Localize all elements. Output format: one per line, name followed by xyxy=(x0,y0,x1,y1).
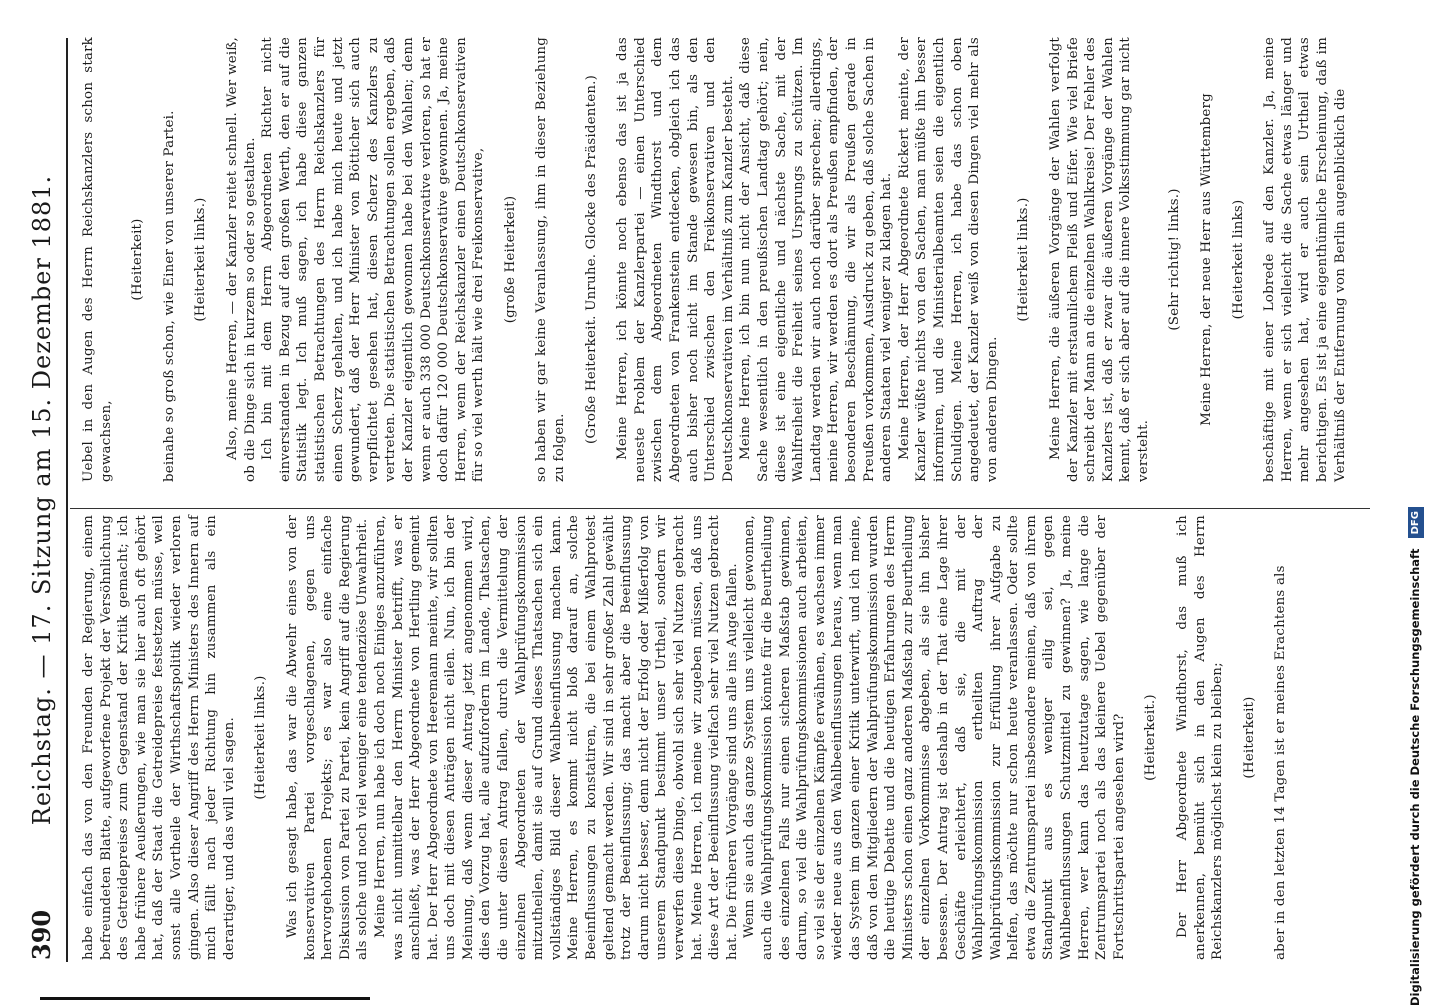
paragraph: Meine Herren, die äußeren Vorgänge der Wahlen verfolgt der Kanzler mit erstaunlichem Fleiß und Eifer. Wie viel Briefe schreibt der Mann an die einzelnen Wahlkreise! Der Fehler des Kanzlers ist, daß er zwar die äußeren Vorgänge der Wahlen kennt, daß er sich aber auf die innere Volksstimmung gar nicht versteht. xyxy=(1047,37,1151,482)
stage-direction: (Heiterkeit links.) xyxy=(193,197,209,322)
header-rule xyxy=(66,38,68,962)
paragraph: Meine Herren, ich bin nun nicht der Ansicht, daß diese Sache wesentlich in den preußischen Landtag gehört; nein, diese ist eine eigentliche und nächste Sache, mit der Wahlfreiheit die Freiheit seines Ursprungs zu schützen. Im Landtag werden wir auch noch darüber sprechen; allerdings, meine Herren, wir werden es dort als Preußen empfinden, der besonderen Beschämung, die wir als Preußen gerade in Preußen vorkommen, Ausdruck zu geben, daß solche Sachen in anderen Staaten viel weniger zu klagen hat. xyxy=(738,37,895,482)
credit-text: Digitalisierung gefördert durch die Deutsche Forschungsgemeinschaft xyxy=(1408,548,1422,1006)
dfg-logo: DFG xyxy=(1408,507,1424,538)
paragraph: Uebel in den Augen des Herrn Reichskanzlers schon stark gewachsen, xyxy=(81,37,114,482)
stage-direction: (Heiterkeit) xyxy=(130,218,146,301)
paragraph: Meine Herren, nun habe ich doch noch Einiges anzuführen, was nicht unmittelbar den Herrn Minister betrifft, was er anschließt, was der Herr Abgeordnete von Hertling gemeint hat. Der Herr Abgeordnete von Heeremann meinte, wir sollten uns doch mit diesen Anträgen nicht eilen. Nun, ich bin der Meinung, daß wenn dieser Antrag jetzt angenommen wird, dies den Vorzug hat, alle aufzufordern im Lande, Thatsachen, die unter diesen Antrag fallen, durch die Vermittelung der einzelnen Abgeordneten der Wahlprüfungskommission mitzutheilen, damit sie auf Grund dieses Thatsachen sich ein vollständiges Bild dieser Wahlbeeinflussung machen kann. Meine Herren, es kommt nicht bloß darauf an, solche Beeinflussungen zu konstatiren, die bei einem Wahlprotest geltend gemacht werden. Wir sind in sehr großer Zahl gewählt trotz der Beeinflussung; das macht aber die Beeinflussung darum nicht besser, denn nicht der Erfolg oder Mißerfolg von unserem Standpunkt bestimmt unser Urtheil, sondern wir verwerfen diese Dinge, obwohl sich sehr viel Nutzen gebracht hat. Meine Herren, ich meine wir zugeben müssen, daß uns diese Art der Beeinflussung vielfach sehr viel Nutzen gebracht hat. Die früheren Vorgänge sind uns alle ins Auge fallen. xyxy=(372,515,740,960)
paragraph: Ich bin mit dem Herrn Abgeordneten Richter nicht einverstanden in Bezug auf den großen Werth, den er auf die Statistik legt. Ich muß sagen, ich habe diese ganzen statistischen Betrachtungen des Herrn Reichskanzlers für einen Scherz gehalten, und ich habe mich heute und jetzt gewundert, daß der Herr Minister von Bötticher sich auch verpflichtet gesehen hat, diesen Scherz des Kanzlers zu vertreten. Die statistischen Betrachtungen sollen ergeben, daß der Kanzler eigentlich gewonnen habe bei den Wahlen; denn wenn er auch 338 000 Deutschkonservative verloren, so hat er doch dafür 120 000 Deutschkonservative gewonnen. Ja, meine Herren, wenn der Reichskanzler einen Deutschkonservativen für so viel werth hält wie drei Freikonservative, xyxy=(260,37,487,482)
stage-direction: (Heiterkeit links.) xyxy=(253,675,269,800)
left-column xyxy=(80,515,1290,960)
paragraph: Der Herr Abgeordnete Windthorst, das muß ich anerkennen, bemüht sich in den Augen des Herrn Reichskanzlers möglichst klein zu bleiben; xyxy=(1175,515,1226,960)
paragraph: Wenn sie auch das ganze System uns vielleicht gewonnen, auch die Wahlprüfungskommission könnte für die Beurtheilung des einzelnen Falls nur einen sicheren Maßstab gewinnen, darum, so viel die Wahlprüfungskommissionen auch arbeiten, so viel sie der einzelnen Kämpfe erwähnen, es wachsen immer wieder neue aus den Wahlbeeinflussungen heraus, wenn man das System im ganzen einer Kritik unterwirft, und ich meine, daß von den Mitgliedern der Wahlprüfungskommission wurden die heutige Debatte und die heutigen Erfahrungen des Herrn Ministers schon einen ganz anderen Maßstab zur Beurtheilung der einzelnen Vorkommnisse abgeben, als sie ihn bisher besessen. Der Antrag ist deshalb in der That eine Lage ihrer Geschäfte erleichtert, daß sie, die mit der Wahlprüfungskommission ertheilten Auftrag der Wahlprüfungskommission zur Erfüllung ihrer Aufgabe zu helfen, das möchte nur schon heute veranlassen. Oder sollte etwa die Zentrumspartei insbesondere meinen, daß von ihrem Standpunkt aus es weniger eilig sei, gegen Wahlbeeinflussungen Schutzmittel zu gewinnen? Ja, meine Herren, wer kann das heutzutage sagen, wie lange die Zentrumspartei noch als das kleinere Uebel gegenüber der Fortschrittspartei angesehen wird? xyxy=(742,515,1127,960)
stage-direction: (Heiterkeit links) xyxy=(1230,199,1246,320)
stage-direction: (große Heiterkeit) xyxy=(502,195,518,324)
stage-direction: (Heiterkeit.) xyxy=(1143,694,1159,781)
paragraph: so haben wir gar keine Veranlassung, ihm in dieser Beziehung zu folgen. xyxy=(534,37,568,482)
right-column xyxy=(80,37,1349,482)
paragraph: habe einfach das von den Freunden der Regierung, einem befreundeten Blatte, aufgeworfene Projekt der Versöhnlichung des Getreidepreises zum Gegenstand der Kritik gemacht; ich habe frühere Aeußerungen, wie man sie hier auch oft gehört hat, daß der Staat die Getreidepreise festsetzen müsse, weil sonst alle Vortheile der Wirthschaftspolitik wieder verloren gingen. Also dieser Angriff des Herrn Ministers des Innern auf mich fällt nach jeder Richtung hin zusammen als ein derartiger, und das will viel sagen. xyxy=(81,515,237,960)
column-divider xyxy=(70,508,1370,509)
credit-line xyxy=(1404,16,1426,1006)
stage-direction: (Heiterkeit links.) xyxy=(1016,197,1032,322)
paragraph: beinahe so groß schon, wie Einer von unserer Partei. xyxy=(161,110,177,482)
stage-direction: (Heiterkeit) xyxy=(1241,696,1257,779)
paragraph: Also, meine Herren, — der Kanzler reitet schnell. Wer weiß, ob die Dinge sich in kurzem so oder so gestalten. xyxy=(224,37,258,482)
paragraph: Meine Herren, der Herr Abgeordnete Rickert meinte, der Kanzler wüßte nichts von den Sachen, man müßte ihn besser informiren, und die Ministerialbeamten seien die eigentlich Schuldigen. Meine Herren, ich habe das schon oben angedeutet, der Kanzler weiß von diesen Dingen viel mehr als von anderen Dingen. xyxy=(896,37,1000,482)
digitization-credit xyxy=(1404,6,1426,1006)
paragraph: aber in den letzten 14 Tagen ist er meines Erachtens als xyxy=(1273,565,1289,960)
page-number: 390 xyxy=(27,909,56,960)
section-heading: Meine Herren, der neue Herr aus Württemberg xyxy=(1199,93,1215,426)
paragraph: Was ich gesagt habe, das war die Abwehr eines von der konservativen Partei vorgeschlagenen, gegen uns hervorgehobenen Projekts; es war also eine einfache Diskussion von Partei zu Partei, kein Angriff auf die Regierung als solche und noch viel weniger eine tendenziöse Unwahrheit. xyxy=(284,515,371,960)
paragraph: beschäftige mit einer Lobrede auf den Kanzler. Ja, meine Herren, wenn er sich vielleicht die Sache etwas länger und mehr angesehen hat, wird er auch sein Urtheil etwas berichtigen. Es ist ja eine eigenthümliche Erscheinung, daß im Verhältniß der Entfernung von Berlin augenblicklich die xyxy=(1262,37,1348,482)
page-title: Reichstag. — 17. Sitzung am 15. Dezember 1881. xyxy=(28,174,56,826)
stage-direction: (Sehr richtig! links.) xyxy=(1167,188,1183,331)
stage-direction: (Große Heiterkeit. Unruhe. Glocke des Präsidenten.) xyxy=(583,74,599,445)
paragraph: Meine Herren, ich könnte noch ebenso das ist ja das neueste Problem der Kanzlerpartei — einen Unterschied zwischen dem Abgeordneten Windthorst und dem Abgeordneten von Frankenstein entdecken, obgleich ich das auch bisher noch nicht im Stande gewesen bin, als den Unterschied zwischen den Freikonservativen und den Deutschkonservativen im Verhältniß zum Kanzler besteht. xyxy=(615,37,736,482)
page-header xyxy=(22,40,62,960)
